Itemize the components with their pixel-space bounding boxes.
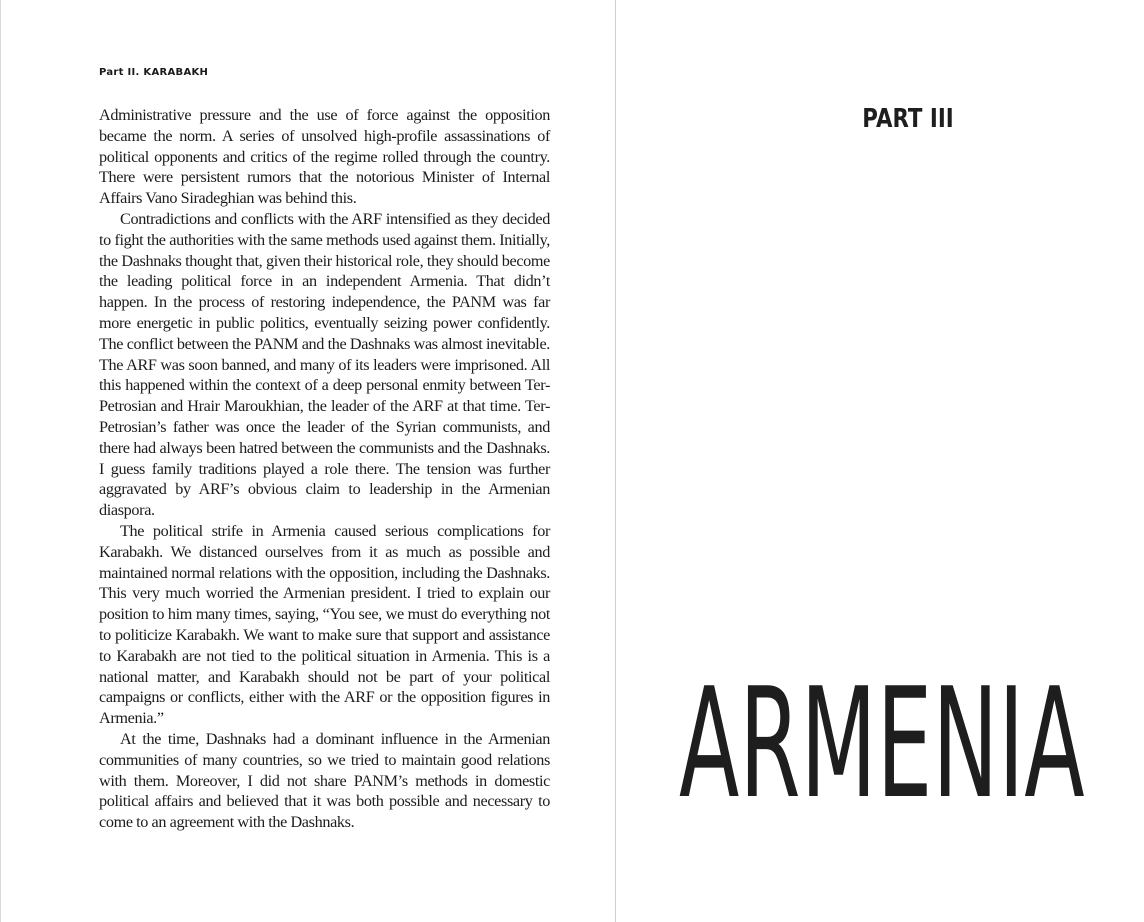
paragraph: The political strife in Armenia caused serious complications for Karabakh. We distanced ourselves from it as much as possible and maintained normal relations with the opposition, including the Dashnaks. This very much worried the Armenian president. I tried to explain our position to him many times, saying, “You see, we must do everything not to politicize Karabakh. We want to make sure that support and assistance to Karabakh are not tied to the political situation in Armenia. This is a national matter, and Karabakh should not be part of your political campaigns or conflicts, either with the ARF or the opposition figures in Armenia.” xyxy=(99,521,550,728)
running-head: Part II. KARABAKH xyxy=(99,67,209,78)
paragraph: Contradictions and conflicts with the ARF intensified as they decided to fight the authorities with the same methods used against them. Initially, the Dashnaks thought that, given their historical role, they should become the leading political force in an independent Armenia. That didn’t happen. In the process of restoring independence, the PANM was far more energetic in public politics, eventually seizing power confidently. The conflict between the PANM and the Dashnaks was almost inevitable. The ARF was soon banned, and many of its leaders were imprisoned. All this happened within the context of a deep personal enmity between Ter-Petrosian and Hrair Maroukhian, the leader of the ARF at that time. Ter-Petrosian’s father was once the leader of the Syrian communists, and there had always been hatred between the communists and the Dashnaks. I guess family traditions played a role there. The tension was further aggravated by ARF’s obvious claim to leadership in the Armenian diaspora. xyxy=(99,209,550,520)
body-text xyxy=(99,105,550,833)
paragraph: At the time, Dashnaks had a dominant influence in the Armenian communities of many countries, so we tried to maintain good relations with them. Moreover, I did not share PANM’s methods in domestic political affairs and believed that it was both possible and necessary to come to an agreement with the Dashnaks. xyxy=(99,729,550,832)
part-number: PART III xyxy=(862,104,954,134)
paragraph: Administrative pressure and the use of force against the opposition became the norm. A series of unsolved high-profile assassinations of political opponents and critics of the regime rolled through the country. There were persistent rumors that the notorious Minister of Internal Affairs Vano Siradeghian was behind this. xyxy=(99,106,550,208)
part-title: ARMENIA xyxy=(679,655,1085,832)
right-page xyxy=(616,0,1144,922)
